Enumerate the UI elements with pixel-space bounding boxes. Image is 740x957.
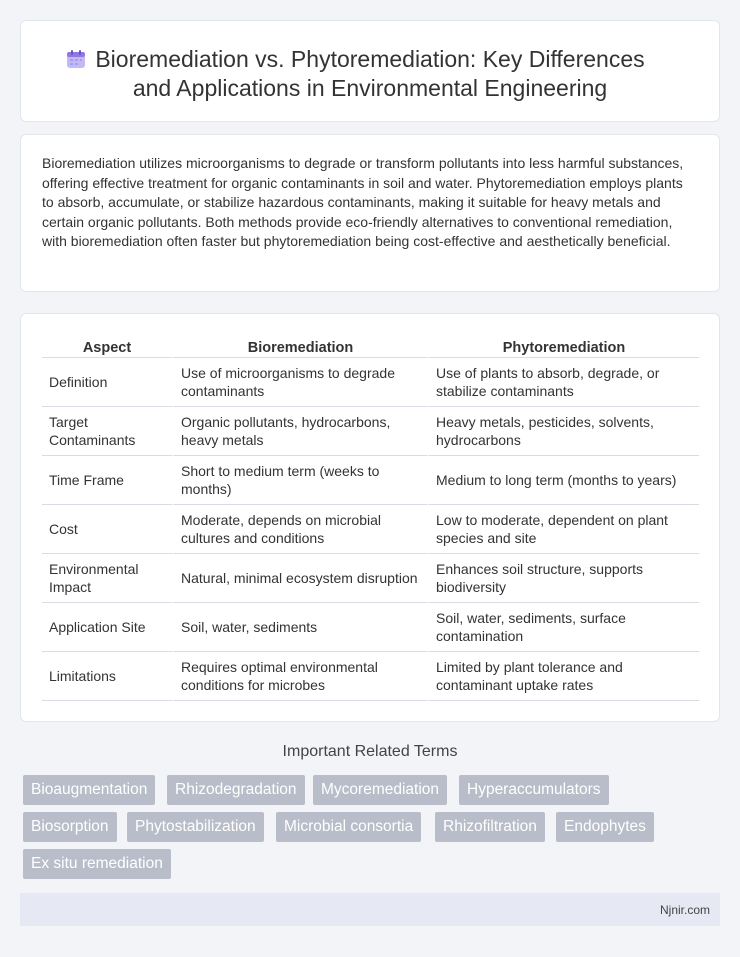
term-tag[interactable]: Endophytes — [556, 812, 654, 842]
table-cell-bioremediation: Natural, minimal ecosystem disruption — [172, 554, 427, 603]
table-cell-aspect: Cost — [42, 505, 172, 554]
table-row — [42, 554, 699, 603]
term-tag[interactable]: Mycoremediation — [313, 775, 447, 805]
comparison-card — [20, 313, 720, 722]
term-tag[interactable]: Rhizodegradation — [167, 775, 305, 805]
table-row — [42, 603, 699, 652]
table-cell-phytoremediation: Enhances soil structure, supports biodiversity — [427, 554, 699, 603]
term-tag[interactable]: Rhizofiltration — [435, 812, 545, 842]
table-cell-phytoremediation: Medium to long term (months to years) — [427, 456, 699, 505]
footer-site-link[interactable]: Njnir.com — [659, 903, 710, 917]
table-header-bioremediation: Bioremediation — [172, 332, 427, 358]
table-cell-bioremediation: Short to medium term (weeks to months) — [172, 456, 427, 505]
table-row — [42, 505, 699, 554]
table-cell-bioremediation: Use of microorganisms to degrade contaminants — [172, 358, 427, 407]
page-title-line-1: Bioremediation vs. Phytoremediation: Key Differences — [95, 46, 645, 72]
table-cell-bioremediation: Organic pollutants, hydrocarbons, heavy metals — [172, 407, 427, 456]
table-row — [42, 407, 699, 456]
table-cell-aspect: Limitations — [42, 652, 172, 701]
table-cell-aspect: Target Contaminants — [42, 407, 172, 456]
table-cell-phytoremediation: Soil, water, sediments, surface contamination — [427, 603, 699, 652]
page-title-line-2: and Applications in Environmental Engineering — [132, 75, 608, 101]
intro-card — [20, 134, 720, 292]
term-tag[interactable]: Bioaugmentation — [23, 775, 155, 805]
table-row — [42, 358, 699, 407]
table-cell-phytoremediation: Heavy metals, pesticides, solvents, hydrocarbons — [427, 407, 699, 456]
table-cell-aspect: Environmental Impact — [42, 554, 172, 603]
table-cell-bioremediation: Requires optimal environmental conditions for microbes — [172, 652, 427, 701]
term-tag[interactable]: Biosorption — [23, 812, 117, 842]
table-row — [42, 652, 699, 701]
table-cell-phytoremediation: Use of plants to absorb, degrade, or stabilize contaminants — [427, 358, 699, 407]
table-cell-bioremediation: Moderate, depends on microbial cultures and conditions — [172, 505, 427, 554]
table-cell-phytoremediation: Limited by plant tolerance and contaminant uptake rates — [427, 652, 699, 701]
table-row — [42, 456, 699, 505]
table-cell-bioremediation: Soil, water, sediments — [172, 603, 427, 652]
table-cell-aspect: Definition — [42, 358, 172, 407]
footer — [20, 893, 720, 926]
related-terms-heading: Important Related Terms — [282, 743, 458, 760]
page-title — [21, 45, 719, 103]
comparison-table — [42, 332, 699, 701]
term-tag[interactable]: Microbial consortia — [276, 812, 421, 842]
title-card — [20, 20, 720, 122]
intro-paragraph: Bioremediation utilizes microorganisms to degrade or transform pollutants into less harmful substances, offering effective treatment for organic contaminants in soil and water. Phytoremediation employs plants to absorb, accumulate, or stabilize hazardous contaminants, making it suitable for heavy metals and certain organic pollutants. Both methods provide eco-friendly alternatives to conventional remediation, with bioremediation often faster but phytoremediation being cost-effective and aesthetically beneficial. — [42, 155, 684, 250]
table-header-row — [42, 332, 699, 358]
table-cell-aspect: Application Site — [42, 603, 172, 652]
table-header-phytoremediation: Phytoremediation — [427, 332, 699, 358]
term-tag[interactable]: Hyperaccumulators — [459, 775, 609, 805]
table-cell-aspect: Time Frame — [42, 456, 172, 505]
term-tag[interactable]: Phytostabilization — [127, 812, 264, 842]
table-header-aspect: Aspect — [42, 332, 172, 358]
term-tag[interactable]: Ex situ remediation — [23, 849, 171, 879]
table-cell-phytoremediation: Low to moderate, dependent on plant species and site — [427, 505, 699, 554]
